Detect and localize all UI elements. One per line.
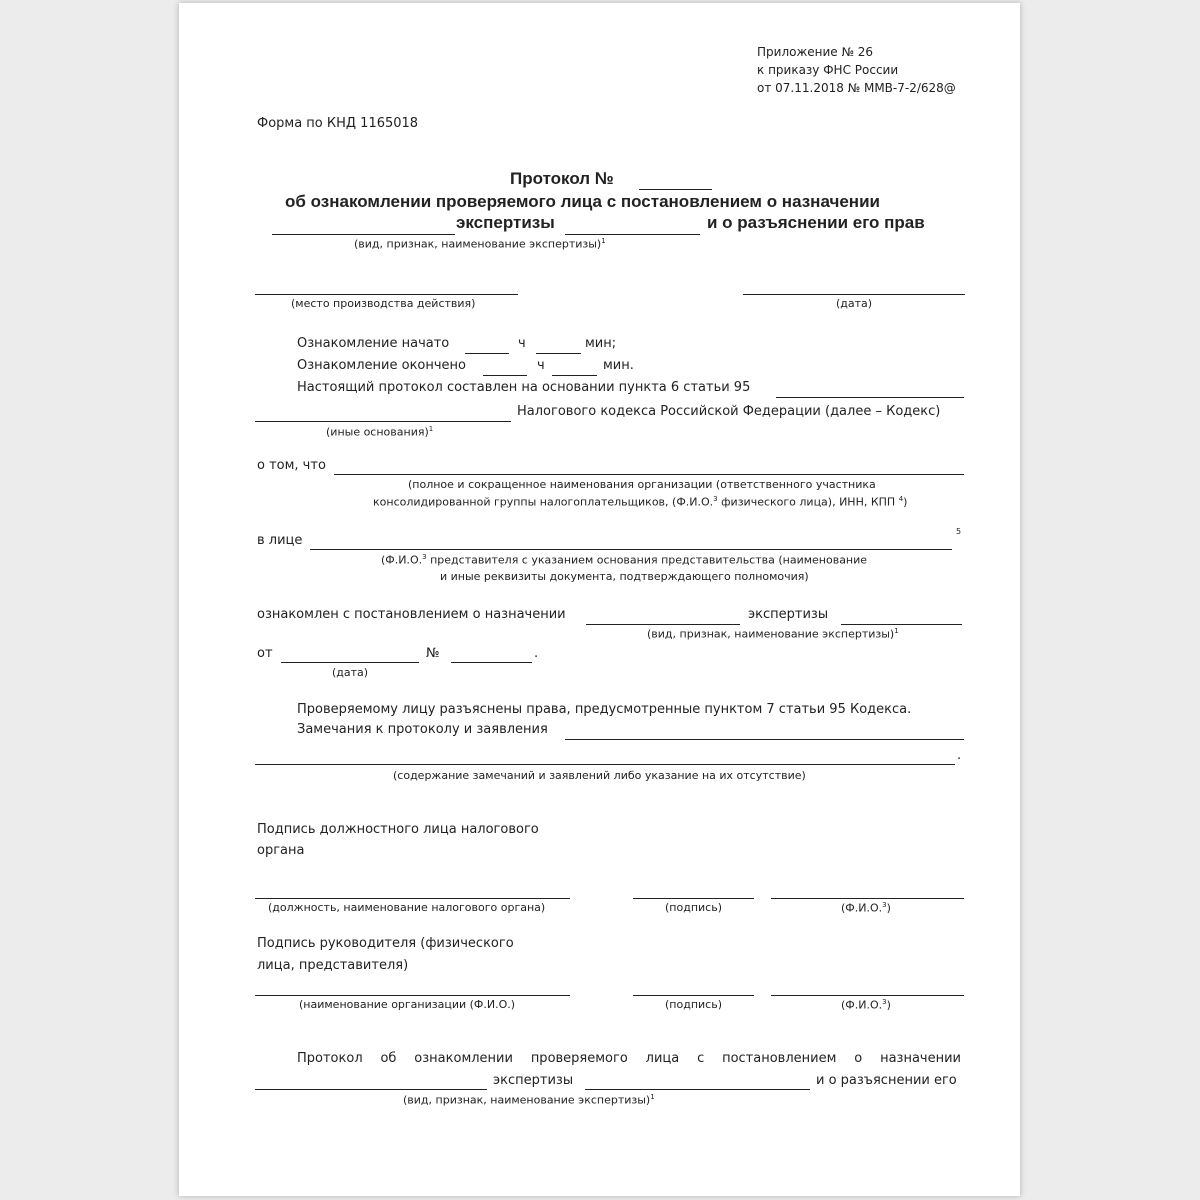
caption-representative-1 — [381, 553, 867, 567]
caption-date: (дата) — [836, 297, 873, 310]
resolution-number-line — [451, 662, 532, 663]
caption-text: физического лица), ИНН, КПП — [717, 495, 896, 509]
caption-text: (вид, признак, наименование экспертизы) — [647, 627, 895, 641]
resolution-date-line — [281, 662, 419, 663]
caption-text: (вид, признак, наименование экспертизы) — [354, 237, 602, 251]
caption-signature-2: (подпись) — [665, 998, 722, 1011]
hours-label-1: ч — [518, 336, 526, 351]
hours-label-2: ч — [537, 358, 545, 373]
final-expertise-type-line-2 — [585, 1089, 810, 1090]
footnote-mark: 3 — [882, 901, 887, 909]
acquainted-expertise-line — [841, 624, 962, 625]
footnote-mark: 1 — [894, 627, 899, 635]
footnote-mark: 3 — [713, 495, 718, 503]
caption-text: (вид, признак, наименование экспертизы) — [403, 1093, 651, 1107]
final-text-1: Протокол об ознакомлении проверяемого лица с постановлением о назначении — [297, 1051, 961, 1066]
finished-label: Ознакомление окончено — [297, 358, 466, 373]
title-line-3-expertise: экспертизы — [456, 213, 555, 232]
caption-place: (место производства действия) — [291, 297, 476, 310]
footnote-mark: 1 — [601, 237, 606, 245]
organization-line — [334, 474, 964, 475]
start-minutes-line — [536, 353, 581, 354]
final-expertise-label: экспертизы — [493, 1073, 574, 1088]
place-line — [255, 294, 518, 295]
tax-code-text: Налогового кодекса Российской Федерации (далее – Кодекс) — [517, 404, 941, 419]
caption-expertise-3 — [403, 1093, 655, 1107]
document-page — [179, 3, 1020, 1196]
caption-fio-2: (Ф.И.О.$^3$) — [841, 998, 891, 1012]
appendix-line-2: к приказу ФНС России — [757, 63, 899, 77]
basis-line — [776, 397, 964, 398]
head-signature-line — [633, 995, 754, 996]
caption-date-2: (дата) — [332, 666, 369, 679]
minutes-label-1: мин; — [585, 336, 617, 351]
expertise-type-line-1 — [272, 234, 455, 235]
appendix-block — [757, 43, 956, 97]
caption-text: представителя с указанием основания представительства (наименование — [426, 553, 868, 567]
footnote-5-mark: 5 — [956, 527, 962, 536]
remarks-line-1 — [565, 739, 964, 740]
caption-text: (Ф.И.О. — [381, 553, 423, 567]
official-position-line — [255, 898, 570, 899]
expertise-type-line-2 — [565, 234, 700, 235]
caption-text: (Ф.И.О. — [841, 901, 883, 915]
period: . — [534, 646, 539, 661]
caption-text: (Ф.И.О. — [841, 998, 883, 1012]
caption-signature-1: (подпись) — [665, 901, 722, 914]
period: . — [957, 748, 962, 763]
footnote-mark: 4 — [898, 495, 904, 503]
about-label: о том, что — [257, 458, 326, 473]
caption-fio-1: (Ф.И.О.$^3$) — [841, 901, 891, 915]
caption-expertise-1 — [354, 237, 606, 251]
acquainted-expertise-type-line — [586, 624, 740, 625]
form-code: Форма по КНД 1165018 — [257, 116, 419, 131]
basis-text: Настоящий протокол составлен на основании пункта 6 статьи 95 — [297, 380, 751, 395]
caption-expertise-2 — [647, 627, 899, 641]
caption-remarks: (содержание замечаний и заявлений либо указание на их отсутствие) — [393, 769, 806, 782]
caption-organization-1: (полное и сокращенное наименования организации (ответственного участника — [408, 478, 876, 491]
title-line-3-end: и о разъяснении его прав — [707, 213, 925, 232]
appendix-line-1: Приложение № 26 — [757, 45, 874, 59]
caption-other-grounds — [326, 425, 433, 439]
final-text-end: и о разъяснении его — [816, 1073, 957, 1088]
official-fio-line — [771, 898, 964, 899]
footnote-mark: 3 — [882, 998, 887, 1006]
official-sign-label-1: Подпись должностного лица налогового — [257, 822, 539, 837]
from-label: от — [257, 646, 273, 661]
appendix-line-3: от 07.11.2018 № ММВ-7-2/628@ — [757, 81, 956, 95]
head-fio-line — [771, 995, 964, 996]
other-grounds-line — [255, 421, 511, 422]
end-hours-line — [483, 375, 527, 376]
representative-line — [310, 549, 952, 550]
date-line — [743, 294, 965, 295]
final-expertise-type-line-1 — [255, 1089, 487, 1090]
end-minutes-line — [552, 375, 597, 376]
caption-text: (иные основания) — [326, 425, 429, 439]
remarks-label: Замечания к протоколу и заявления — [297, 722, 548, 737]
head-sign-label-1: Подпись руководителя (физического — [257, 936, 514, 951]
start-hours-line — [465, 353, 509, 354]
started-label: Ознакомление начато — [297, 336, 450, 351]
in-person-label: в лице — [257, 533, 303, 548]
footnote-mark: 1 — [650, 1093, 655, 1101]
footnote-mark: 1 — [428, 425, 434, 433]
rights-text: Проверяемому лицу разъяснены права, предусмотренные пунктом 7 статьи 95 Кодекса. — [297, 702, 912, 717]
official-signature-line — [633, 898, 754, 899]
title-line-1: Протокол № — [510, 169, 614, 188]
protocol-number-line — [639, 189, 712, 190]
caption-organization-name: (наименование организации (Ф.И.О.) — [299, 998, 516, 1011]
minutes-label-2: мин. — [603, 358, 634, 373]
acquainted-expertise-label: экспертизы — [748, 607, 829, 622]
caption-position: (должность, наименование налогового органа) — [268, 901, 546, 914]
organization-name-line — [255, 995, 570, 996]
title-line-2: об ознакомлении проверяемого лица с постановлением о назначении — [285, 192, 880, 211]
head-sign-label-2: лица, представителя) — [257, 958, 409, 973]
caption-representative-2: и иные реквизиты документа, подтверждающего полномочия) — [440, 570, 809, 583]
footnote-mark: 3 — [422, 553, 427, 561]
remarks-line-2 — [255, 764, 955, 765]
acquainted-label: ознакомлен с постановлением о назначении — [257, 607, 566, 622]
caption-organization-2: консолидированной группы налогоплательщиков, (Ф.И.О.$^3$ физического лица), ИНН, КПП $^4$) — [373, 495, 908, 509]
caption-text: консолидированной группы налогоплательщиков, (Ф.И.О. — [373, 495, 714, 509]
number-label: № — [426, 646, 440, 661]
official-sign-label-2: органа — [257, 843, 305, 858]
